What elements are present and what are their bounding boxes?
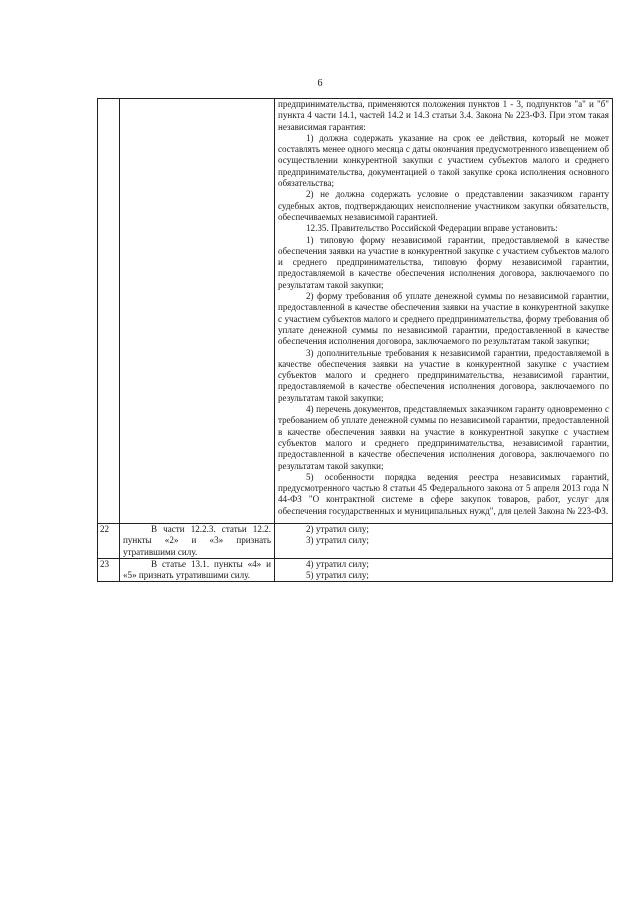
row-number-cell [98,99,120,524]
paragraph: 2) не должна содержать условие о представлении заказчиком гаранту судебных актов, подтверждающих неисполнение участником закупки обязательств, обеспечиваемых независимой гарантией. [278,189,609,222]
paragraph: 5) особенности порядка ведения реестра независимых гарантий, предусмотренного частью 8 статьи 45 Федерального закона от 5 апреля 2013 года N 44-ФЗ "О контрактной системе в сфере закупок товаров, работ, услуг для обеспечения государственных и муниципальных нужд", для целей Закона № 223-ФЗ. [278,471,609,516]
paragraph: 1) типовую форму независимой гарантии, предоставляемой в качестве обеспечения заявки на участие в конкурентной закупке с участием субъектов малого и среднего предпринимательства, типовую форму независимой гарантии, предоставляемой в качестве обеспечения исполнения договора, заключаемого по результатам такой закупки; [278,234,609,290]
paragraph: 4) перечень документов, представляемых заказчиком гаранту одновременно с требованием об уплате денежной суммы по независимой гарантии, предоставленной в качестве обеспечения заявки на участие в конкурентной закупке с участием субъектов малого и среднего предпринимательства, независимой гарантии, предоставленной в качестве обеспечения исполнения договора, заключаемого по результатам такой закупки; [278,404,609,471]
replacement-line: 5) утратил силу; [306,570,369,581]
table-row [98,523,613,558]
table-row [98,558,613,582]
replacement-line: 3) утратил силу; [306,535,369,546]
paragraph: предпринимательства, применяются положения пунктов 1 - 3, подпунктов "а" и "б" пункта 4 части 14.1, частей 14.2 и 14.3 статьи 3.4. Закона № 223-ФЗ. При этом такая независимая гарантия: [278,99,609,132]
paragraph: 2) форму требования об уплате денежной суммы по независимой гарантии, предоставленной в качестве обеспечения заявки на участие в конкурентной закупке с участием субъектов малого и среднего предпринимательства, форму требования об уплате денежной суммы по независимой гарантии, предоставленной в качестве обеспечения исполнения договора, заключаемого по результатам такой закупки; [278,291,609,347]
amendments-table [97,98,613,582]
new-wording-cell [275,99,613,524]
replacement-line: 2) утратил силу; [306,523,369,534]
change-description: В статье 13.1. пункты «4» и «5» признать утратившими силу. [120,558,275,582]
paragraph: 1) должна содержать указание на срок ее действия, который не может составлять менее одного месяца с даты окончания предусмотренного извещением об осуществлении конкурентной закупки с участием субъектов малого и среднего предпринимательства, документацией о такой закупке срока исполнения основного обязательства; [278,132,609,189]
paragraph: 3) дополнительные требования к независимой гарантии, предоставляемой в качестве обеспечения заявки на участие в конкурентной закупке с участием субъектов малого и среднего предпринимательства, независимой гарантии, предоставляемой в качестве обеспечения исполнения договора, заключаемого по результатам такой закупки; [278,347,609,403]
change-description: В части 12.2.3. статьи 12.2. пункты «2» и «3» признать утратившими силу. [120,523,275,558]
replacement-line: 4) утратил силу; [306,558,369,569]
change-description-cell [120,99,275,524]
page-number: 6 [317,78,323,89]
table-row-continuation [98,99,613,524]
row-number: 23 [98,558,120,582]
row-number: 22 [98,523,120,558]
paragraph: 12.35. Правительство Российской Федерации вправе установить: [306,223,558,234]
new-wording [275,558,613,582]
new-wording [275,523,613,558]
